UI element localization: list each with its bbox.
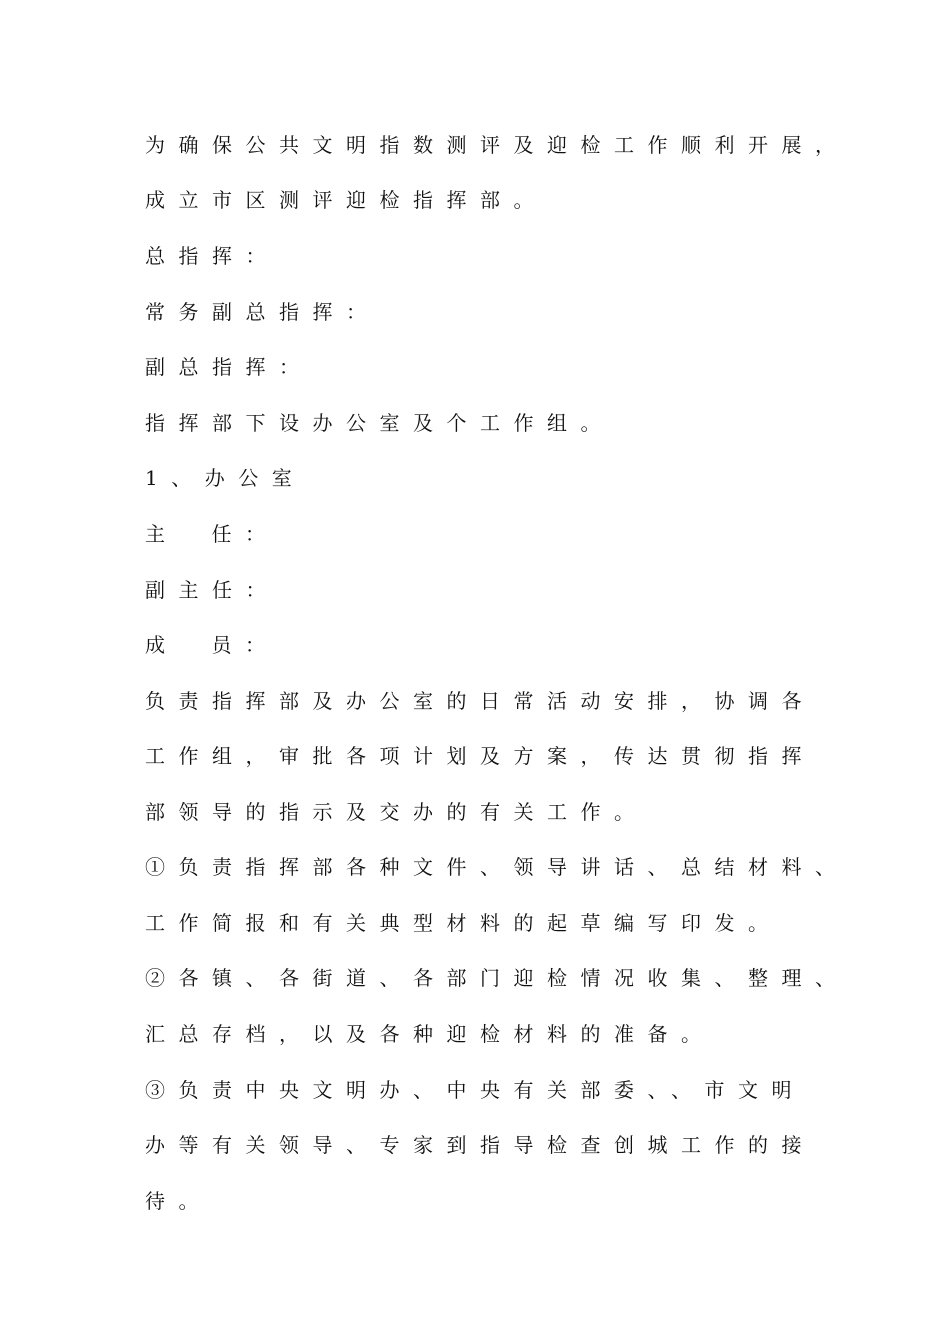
structure-statement: 指挥部下设办公室及个工作组。: [145, 411, 614, 435]
duty-item-1-line-1: ①负责指挥部各种文件、领导讲话、总结材料、: [145, 855, 849, 879]
duty-item-3-line-1: ③负责中央文明办、中央有关部委、、市文明: [145, 1078, 805, 1102]
deputy-commander-label: 副总指挥：: [145, 355, 313, 379]
office-members-label-first: 成: [145, 633, 179, 657]
duty-paragraph-line-2: 工作组，审批各项计划及方案，传达贯彻指挥: [145, 744, 815, 768]
office-members-label-second: 员：: [211, 633, 279, 657]
duty-item-3-line-2: 办等有关领导、专家到指导检查创城工作的接: [145, 1133, 815, 1157]
office-director-label-second: 任：: [211, 522, 279, 546]
office-director-row: [145, 519, 279, 549]
executive-deputy-commander-label: 常务副总指挥：: [145, 300, 380, 324]
duty-item-2-line-2: 汇总存档，以及各种迎检材料的准备。: [145, 1022, 715, 1046]
office-members-row: [145, 630, 279, 660]
duty-item-1-line-2: 工作简报和有关典型材料的起草编写印发。: [145, 911, 782, 935]
paragraph-intro-line-2: 成立市区测评迎检指挥部。: [145, 188, 547, 212]
duty-paragraph-line-1: 负责指挥部及办公室的日常活动安排，协调各: [145, 689, 815, 713]
section-heading-office: 1、办公室: [145, 466, 306, 490]
duty-item-3-line-3: 待。: [145, 1189, 212, 1213]
office-director-label-first: 主: [145, 522, 179, 546]
office-deputy-director-label: 副主任：: [145, 578, 279, 602]
paragraph-intro-line-1: 为确保公共文明指数测评及迎检工作顺利开展，: [145, 133, 849, 157]
duty-item-2-line-1: ②各镇、各街道、各部门迎检情况收集、整理、: [145, 966, 849, 990]
commander-label: 总指挥：: [145, 244, 279, 268]
duty-paragraph-line-3: 部领导的指示及交办的有关工作。: [145, 800, 648, 824]
